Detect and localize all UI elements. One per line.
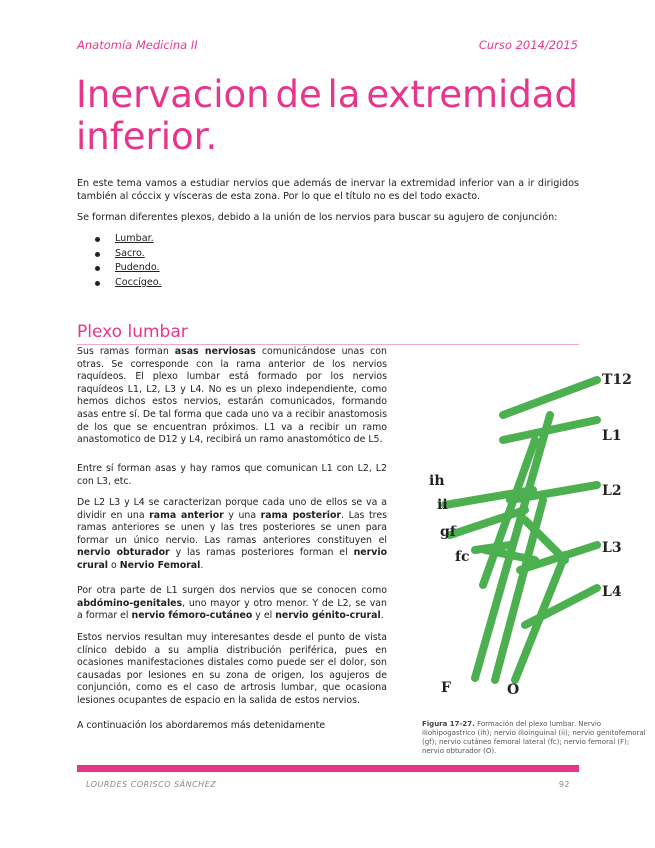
label-f: F [441, 680, 451, 696]
list-item-label: Lumbar. [115, 233, 154, 244]
list-item [95, 232, 162, 247]
label-l3: L3 [602, 540, 622, 556]
header-year: Curso 2014/2015 [478, 38, 578, 52]
label-ii: ii [437, 497, 448, 513]
nerve-trunks [445, 380, 597, 680]
figure-caption: Figura 17-27. Formación del plexo lumbar. Nervio iliohipogastrico (ih); nervio ilioinguinal (ii); nervio genitofemoral (gf); nervio cutáneo femoral lateral (fc); nervio femoral (F); nervio obturador (O). [422, 720, 646, 755]
body-paragraph: Entre sí forman asas y hay ramos que comunican L1 con L2, L2 con L3, etc. [77, 463, 387, 487]
body-paragraph: Sus ramas forman asas nerviosas comunicándose unas con otras. Se corresponde con la rama anterior de los nervios raquídeos. El plexo lumbar está formado por los nervios raquídeos L1, L2, L3 y L4. No es un plexo independiente, como hemos dichos estos nervios, estarán comunicados, formando asas entre sí. De tal forma que cada uno va a recibir anastomosis de los que se encuentran próximos. L1 va a recibir un ramo anastomotico de D12 y L4, recibirá un ramo anastomótico de L5. [77, 346, 387, 446]
body-paragraph: De L2 L3 y L4 se caracterizan porque cada uno de ellos se va a dividir en una rama anterior y una rama posterior. Las tres ramas anteriores se unen y las tres posteriores se unen para formar un único nervio. Las ramas anteriores constituyen el nervio obturador y las ramas posteriores forman el nervio crural o Nervio Femoral. [77, 497, 388, 571]
label-l2: L2 [602, 483, 622, 499]
label-fc: fc [455, 549, 470, 565]
body-paragraph: A continuación los abordaremos más detenidamente [77, 720, 326, 731]
body-paragraph: Por otra parte de L1 surgen dos nervios que se conocen como abdómino-genitales, uno mayor y otro menor. Y de L2, se van a formar el nervio fémoro-cutáneo y el nervio génito-crural. [77, 585, 387, 622]
label-gf: gf [440, 524, 456, 540]
title-word: de [275, 73, 322, 116]
title-word: la [327, 73, 361, 116]
page-title [76, 74, 578, 158]
page-footer [86, 780, 570, 789]
footer-divider [77, 765, 579, 772]
title-word: extremidad [366, 73, 578, 116]
list-item-label: Coccígeo. [115, 276, 162, 288]
list-item-label: Sacro. [115, 247, 145, 259]
page-header [77, 38, 578, 52]
label-l1: L1 [602, 428, 622, 444]
list-item [95, 261, 162, 276]
lumbar-plexus-figure [415, 360, 645, 715]
title-word: Inervacion [76, 73, 270, 116]
label-o: O [507, 682, 520, 698]
list-item [95, 276, 162, 291]
footer-author: LOURDES CORISCO SÁNCHEZ [86, 780, 217, 789]
label-ih: ih [429, 473, 445, 489]
intro-paragraph: En este tema vamos a estudiar nervios que además de inervar la extremidad inferior van a ir dirigidos también al cóccix y vísceras de esta zona. Por lo que el título no es del todo exacto. [77, 178, 579, 202]
page-number: 92 [558, 780, 570, 789]
section-heading: Plexo lumbar [77, 322, 579, 345]
label-t12: T12 [602, 372, 632, 388]
intro-plexus-paragraph: Se forman diferentes plexos, debido a la unión de los nervios para buscar su agujero de conjunción: [77, 212, 558, 223]
header-course-name: Anatomía Medicina II [77, 38, 198, 52]
list-item-label: Pudendo. [115, 262, 160, 273]
body-paragraph: Estos nervios resultan muy interesantes desde el punto de vista clínico debido a su amplia distribución periférica, pues en ocasiones manifestaciones distales como puede ser el dolor, son causadas por lesiones en su zona de origen, los agujeros de conjunción, como es el caso de artrosis lumbar, que ocasiona lesiones ocupantes de espacio en la salida de estos nervios. [77, 632, 387, 706]
title-line-2: inferior. [76, 115, 218, 158]
list-item [95, 247, 162, 262]
plexus-list [95, 232, 162, 290]
label-l4: L4 [602, 584, 622, 600]
